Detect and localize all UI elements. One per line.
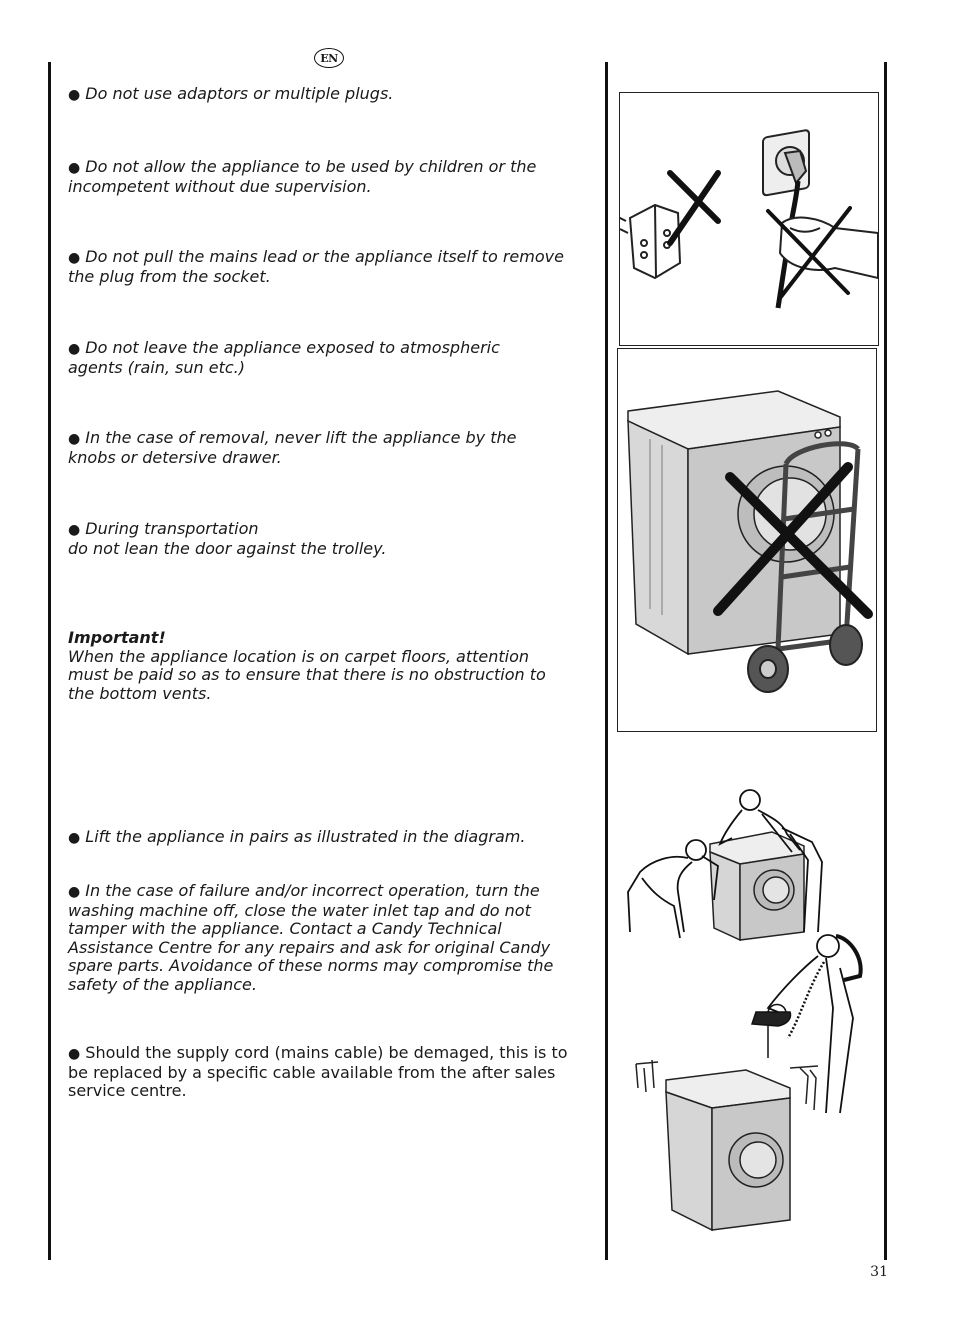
right-margin-rule <box>884 62 887 1260</box>
washing-machine-icon <box>666 1070 790 1230</box>
warning-weather: ● Do not leave the appliance exposed to atmospheric agents (rain, sun etc.) <box>68 338 500 377</box>
washing-machine-icon <box>628 391 840 654</box>
language-badge: EN <box>314 48 344 68</box>
page-number: 31 <box>870 1264 888 1280</box>
warning-children: ● Do not allow the appliance to be used by children or the incompetent without due supervision. <box>68 157 537 196</box>
person-icon <box>628 840 718 938</box>
trolley-illustration <box>618 349 876 731</box>
instruction-supply-cord: ● Should the supply cord (mains cable) be demaged, this is to be replaced by a specific cable available from the after sales service centre. <box>68 1043 568 1100</box>
plug-illustration-frame <box>619 92 879 346</box>
important-heading: Important! <box>68 628 166 647</box>
trolley-illustration-frame <box>617 348 877 732</box>
warning-adaptors: ● Do not use adaptors or multiple plugs. <box>68 84 394 103</box>
plug-adaptor-illustration <box>620 93 878 345</box>
warning-pull-lead: ● Do not pull the mains lead or the appliance itself to remove the plug from the socket. <box>68 247 564 286</box>
column-divider-rule <box>605 62 608 1260</box>
instruction-lift-pairs: ● Lift the appliance in pairs as illustrated in the diagram. <box>68 827 526 846</box>
important-carpet-note: Important! When the appliance location is on carpet floors, attention must be paid so as to ensure that there is no obstruction to the bottom vents. <box>68 629 573 703</box>
warning-transportation: ● During transportation do not lean the door against the trolley. <box>68 519 387 558</box>
instruction-failure: ● In the case of failure and/or incorrect operation, turn the washing machine off, close the water inlet tap and do not tamper with the appliance. Contact a Candy Technical Assistance Centre for any repairs and ask for original Candy spare parts. Avoidance of these norms may compromise the safety of the appliance. <box>68 881 554 994</box>
hand-icon <box>780 218 878 278</box>
iron-icon <box>752 1005 791 1059</box>
warning-lifting-knobs: ● In the case of removal, never lift the appliance by the knobs or detersive drawer. <box>68 428 517 467</box>
left-margin-rule <box>48 62 51 1260</box>
cross-out-adaptor-icon <box>670 173 718 243</box>
lift-in-pairs-illustration <box>622 782 880 944</box>
lift-in-pairs-illustration-wrap <box>622 782 880 944</box>
wall-socket-icon <box>763 130 809 196</box>
service-call-illustration-wrap <box>628 928 880 1234</box>
service-call-illustration <box>628 928 880 1234</box>
